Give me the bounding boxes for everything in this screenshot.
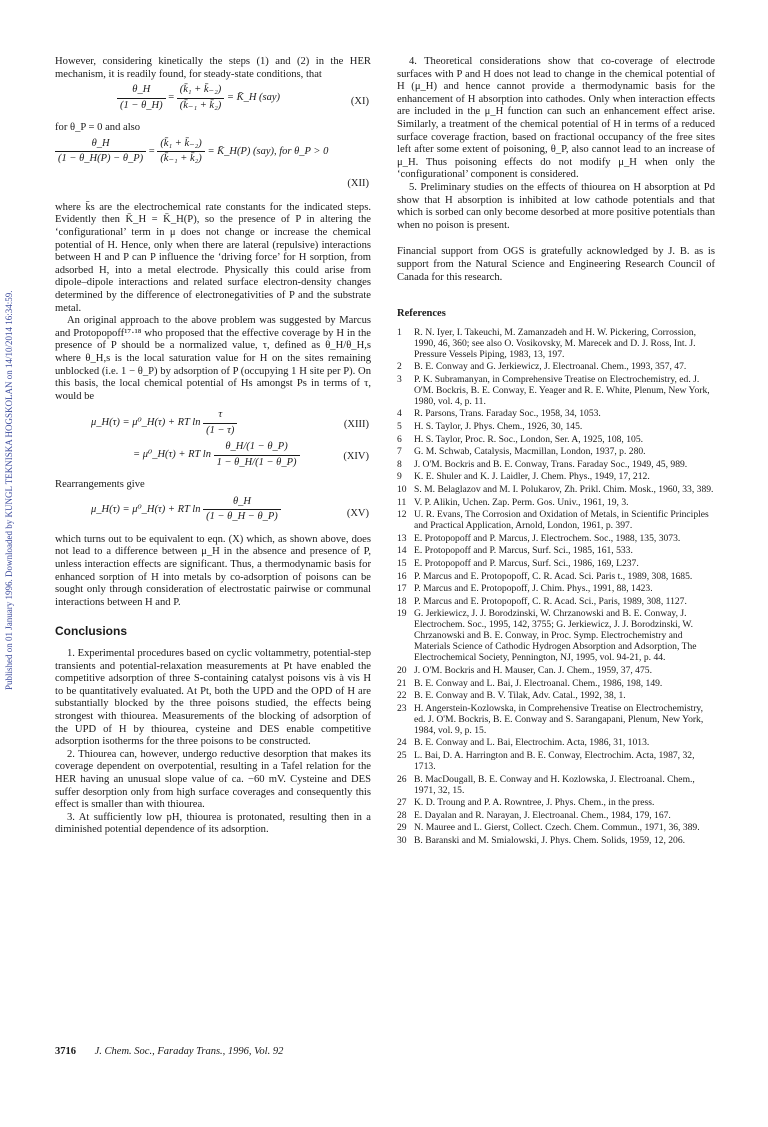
reference-item xyxy=(397,446,715,457)
reference-text: L. Bai, D. A. Harrington and B. E. Conway, Electrochim. Acta, 1987, 32, 1713. xyxy=(414,749,695,772)
reference-text: E. Protopopoff and P. Marcus, Surf. Sci., 1986, 169, L237. xyxy=(414,558,639,569)
reference-number: 12 xyxy=(397,509,407,521)
right-column xyxy=(397,56,715,848)
paragraph: An original approach to the above problem was suggested by Marcus and Protopopoff¹⁷·¹⁸ who proposed that the effective coverage by H in the presence of P should be a normalized value, τ, defined as θ_H/θ_H,s where θ_H,s is the local saturation value for H on the sites remaining unblocked (i.e. 1 − θ_P) by adsorption of P (occupying 1 H site per P). On this basis, the local chemical potential of Hs amongst Ps in terms of τ, would be xyxy=(55,315,371,402)
reference-text: B. Baranski and M. Smialowski, J. Phys. Chem. Solids, 1959, 12, 206. xyxy=(414,834,686,846)
reference-number: 19 xyxy=(397,608,407,620)
reference-item xyxy=(397,459,715,470)
download-watermark: Published on 01 January 1996. Downloaded by KUNGL TEKNISKA HOGSKOLAN on 14/10/2014 16:34:59. xyxy=(4,290,14,690)
reference-text: P. K. Subramanyan, in Comprehensive Treatise on Electrochemistry, ed. J. O'M. Bockris, B. E. Conway, E. Yeager and R. E. White, Plenum, New York, 1980, vol. 4, p. 11. xyxy=(414,373,710,407)
reference-text: P. Marcus and E. Protopopoff, C. R. Acad. Sci., Paris, 1989, 308, 1127. xyxy=(414,595,687,607)
reference-item xyxy=(397,678,715,689)
reference-text: E. Protopopoff and P. Marcus, Surf. Sci., 1985, 161, 533. xyxy=(414,545,633,557)
equation-number: (XIV) xyxy=(343,451,369,463)
reference-text: J. O'M. Bockris and H. Mauser, Can. J. Chem., 1959, 37, 475. xyxy=(414,664,652,676)
reference-text: B. MacDougall, B. E. Conway and H. Kozlowska, J. Electroanal. Chem., 1971, 32, 15. xyxy=(414,773,695,796)
paragraph: Rearrangements give xyxy=(55,479,145,491)
reference-item xyxy=(397,374,715,407)
reference-number: 6 xyxy=(397,433,402,445)
reference-item xyxy=(397,533,715,544)
page-number: 3716 xyxy=(55,1046,76,1057)
equation-xiii: μ_H(τ) = μ⁰_H(τ) + RT ln $\frac{\tau}{(1 - \tau)}$ (XIII) xyxy=(91,409,369,436)
reference-item xyxy=(397,665,715,676)
reference-item xyxy=(397,327,715,360)
reference-number: 29 xyxy=(397,822,407,834)
reference-text: G. M. Schwab, Catalysis, Macmillan, London, 1937, p. 280. xyxy=(414,446,646,458)
paragraph: for θ_P = 0 and also xyxy=(55,122,141,134)
equation-xii: $\frac{\theta\_H}{(1 - \theta\_H(P) - \theta\_P)}$ = $\frac{\text{(k̄₁ + k̄₋₂)}}{\text{(k̄₋₁ + k̄₂)}}$ = K̄_H(P) (say), for θ_P > 0 (XII) xyxy=(55,138,371,196)
paragraph: 1. Experimental procedures based on cyclic voltammetry, potential-step transients and potential-relaxation measurements at Pt have enabled the competitive adsorption of three S-containing catalyst poisons vis à vis H to be quantitatively evaluated. At Pt, both the UPD and the OPD of H are substantially blocked by the three poisons studied, the effects being strongest with thiourea. Measurements of the blocking of adsorption of the UPD of H by thiourea, cysteine and DES enable competitive adsorption isotherms for the three poisons to be constructed. xyxy=(55,648,371,748)
reference-number: 10 xyxy=(397,484,407,496)
reference-item xyxy=(397,497,715,508)
left-column xyxy=(55,56,371,837)
reference-text: K. E. Shuler and K. J. Laidler, J. Chem. Phys., 1949, 17, 212. xyxy=(414,471,650,483)
reference-text: B. E. Conway and G. Jerkiewicz, J. Electroanal. Chem., 1993, 357, 47. xyxy=(414,361,687,373)
reference-item xyxy=(397,835,715,846)
paragraph: 4. Theoretical considerations show that co-coverage of electrode surfaces with P and H does not lead to change in the chemical potential of H (μ_H) and hence cannot provide a thermodynamic basis for the enhancement of H absorption into cathodes. Only when interaction effects are included in the μ_H function can such an enhancement effect arise. Similarly, a treatment of the chemical potential of H in terms of a reduced surface coverage fraction, based on fractional occupancy of the free sites left after some extent of poisoning, θ_P, also cannot lead to an increase of μ_H. Thus poisoning effects do not modify μ_H when only the ‘configurational’ component is considered. xyxy=(397,56,715,181)
reference-number: 30 xyxy=(397,834,407,846)
reference-number: 9 xyxy=(397,471,402,483)
reference-item xyxy=(397,484,715,495)
reference-item xyxy=(397,583,715,594)
reference-number: 25 xyxy=(397,749,407,761)
equation-number: (XV) xyxy=(346,507,369,519)
reference-text: R. N. Iyer, I. Takeuchi, M. Zamanzadeh and H. W. Pickering, Corrossion, 1990, 46, 360; see also O. Vosikovsky, M. Marecek and D. J. Ross, Int. J. Pressure Vessels Piping, 1983, 13, 197. xyxy=(414,326,696,360)
reference-text: E. Dayalan and R. Narayan, J. Electroanal. Chem., 1984, 179, 167. xyxy=(414,809,671,821)
paragraph: However, considering kinetically the steps (1) and (2) in the HER mechanism, it is readily found, for steady-state conditions, that xyxy=(55,56,371,80)
reference-number: 28 xyxy=(397,809,407,821)
reference-number: 11 xyxy=(397,496,407,508)
reference-text: S. M. Belaglazov and M. I. Polukarov, Zh. Prikl. Chim. Mosk., 1960, 33, 389. xyxy=(414,484,714,496)
reference-text: P. Marcus and E. Protopopoff, C. R. Acad. Sci. Paris t., 1989, 308, 1685. xyxy=(414,570,693,582)
reference-item xyxy=(397,737,715,748)
reference-number: 4 xyxy=(397,408,402,420)
reference-number: 27 xyxy=(397,797,407,809)
equation-number: (XII) xyxy=(347,177,369,189)
reference-item xyxy=(397,408,715,419)
reference-text: K. D. Troung and P. A. Rowntree, J. Phys. Chem., in the press. xyxy=(414,797,655,809)
reference-number: 16 xyxy=(397,570,407,582)
equation-number: (XI) xyxy=(350,96,369,108)
reference-item xyxy=(397,545,715,556)
reference-item xyxy=(397,822,715,833)
reference-number: 8 xyxy=(397,458,402,470)
reference-number: 5 xyxy=(397,421,402,433)
reference-text: G. Jerkiewicz, J. J. Borodzinski, W. Chrzanowski and B. E. Conway, J. Electrochem. Soc., 1995, 142, 3755; G. Jerkiewicz, J. J. Borodzinski, W. Chrzanowski and B. E. Conway, in Proc. Symp. Electrochemistry and Materials Science of Cathodic Hydrogen Absorption and Adsorption, The Electrochemical Society, Pennington, NJ, 1995, vol. 94-21, p. 44. xyxy=(414,608,697,664)
reference-number: 7 xyxy=(397,446,402,458)
reference-item xyxy=(397,810,715,821)
reference-text: U. R. Evans, The Corrosion and Oxidation of Metals, in Scientific Principles and Practical Application, Arnold, London, 1961, p. 397. xyxy=(414,509,709,532)
reference-number: 13 xyxy=(397,532,407,544)
reference-text: J. O'M. Bockris and B. E. Conway, Trans. Faraday Soc., 1949, 45, 989. xyxy=(414,458,688,470)
reference-number: 2 xyxy=(397,361,402,373)
reference-number: 21 xyxy=(397,677,407,689)
reference-item xyxy=(397,703,715,736)
reference-number: 18 xyxy=(397,595,407,607)
equation-xi: $\frac{\theta\_H}{(1 - \theta\_H)}$ = $\frac{\text{(k̄₁ + k̄₋₂)}}{\text{(k̄₋₁ + k̄₂)}}$ = K̄_H (say) (XI) xyxy=(55,84,371,122)
reference-number: 17 xyxy=(397,583,407,595)
reference-item xyxy=(397,690,715,701)
journal-citation: J. Chem. Soc., Faraday Trans., 1996, Vol. 92 xyxy=(94,1046,284,1057)
reference-item xyxy=(397,774,715,796)
paragraph: 2. Thiourea can, however, undergo reductive desorption that makes its coverage dependent on overpotential, resulting in a Tafel relation for the HER having an unusual slope value of ca. −60 mV. Cysteine and DES suffer desorption only from high surface coverages and consequently this effect is smaller than with thiourea. xyxy=(55,748,371,811)
reference-text: H. Angerstein-Kozlowska, in Comprehensive Treatise on Electrochemistry, ed. J. O'M. Bockris, B. E. Conway and S. Sarangapani, Plenum, New York, 1984, vol. 9, p. 15. xyxy=(414,702,704,736)
reference-list xyxy=(397,327,715,846)
reference-number: 20 xyxy=(397,664,407,676)
reference-item xyxy=(397,558,715,569)
acknowledgement: Financial support from OGS is gratefully acknowledged by J. B. as is support from the Natural Science and Engineering Research Council of Canada for this research. xyxy=(397,246,715,283)
paragraph: where k̄s are the electrochemical rate constants for the indicated steps. Evidently then K̄_H = K̄_H(P), so the presence of P in altering the ‘configurational’ term in μ does not change or increase the chemical potential of H. Hence, only when there are lateral (repulsive) interactions between H and P can P influence the ‘driving force’ for H sorption, from adsorbed H, into a metal electrode. Physically this could arise from dipole–dipole interactions and related surface electron-density changes determined by the difference of electronegativities of P and the substrate metal. xyxy=(55,201,371,314)
reference-item xyxy=(397,596,715,607)
equation-xiv: = μ⁰_H(τ) + RT ln $\frac{\theta\_H/(1 - \theta\_P)}{1 - \theta\_H/(1 - \theta\_P)}$ (XIV) xyxy=(133,441,369,468)
section-heading: Conclusions xyxy=(55,624,128,639)
page-footer xyxy=(55,1046,283,1057)
reference-number: 23 xyxy=(397,702,407,714)
reference-number: 22 xyxy=(397,690,407,702)
reference-text: V. P. Alikin, Uchen. Zap. Perm. Gos. Univ., 1961, 19, 3. xyxy=(414,496,629,508)
reference-text: H. S. Taylor, Proc. R. Soc., London, Ser. A, 1925, 108, 105. xyxy=(414,433,644,445)
equation-number: (XIII) xyxy=(343,419,369,431)
reference-item xyxy=(397,750,715,772)
reference-text: B. E. Conway and L. Bai, Electrochim. Acta, 1986, 31, 1013. xyxy=(414,737,650,749)
reference-item xyxy=(397,471,715,482)
reference-number: 1 xyxy=(397,326,402,338)
equation-xv: μ_H(τ) = μ⁰_H(τ) + RT ln $\frac{\theta\_H}{(1 - \theta\_H - \theta\_P)}$ (XV) xyxy=(91,495,369,523)
reference-number: 26 xyxy=(397,773,407,785)
reference-number: 15 xyxy=(397,558,407,569)
reference-text: B. E. Conway and L. Bai, J. Electroanal. Chem., 1986, 198, 149. xyxy=(414,677,663,689)
reference-item xyxy=(397,509,715,531)
reference-text: N. Mauree and L. Gierst, Collect. Czech. Chem. Commun., 1971, 36, 389. xyxy=(414,822,700,834)
reference-number: 3 xyxy=(397,373,402,385)
paragraph: 3. At sufficiently low pH, thiourea is protonated, resulting then in a diminished potential dependence of its adsorption. xyxy=(55,811,371,836)
reference-item xyxy=(397,571,715,582)
reference-text: H. S. Taylor, J. Phys. Chem., 1926, 30, 145. xyxy=(414,421,583,433)
reference-item xyxy=(397,608,715,663)
reference-text: E. Protopopoff and P. Marcus, J. Electrochem. Soc., 1988, 135, 3073. xyxy=(414,532,681,544)
paragraph: which turns out to be equivalent to eqn. (X) which, as shown above, does not lead to a difference between μ_H in the absence and presence of P, unless interaction effects are significant. Thus, a thermodynamic basis for enhanced sorption of H into metals by co-adsorption of poisons can be sought only through consideration of electrostatic pairwise or communal interactions between H and P. xyxy=(55,533,371,608)
reference-item xyxy=(397,421,715,432)
reference-item xyxy=(397,797,715,808)
reference-text: P. Marcus and E. Protopopoff, J. Chim. Phys., 1991, 88, 1423. xyxy=(414,583,653,595)
references-heading: References xyxy=(397,308,446,320)
reference-text: B. E. Conway and B. V. Tilak, Adv. Catal., 1992, 38, 1. xyxy=(414,690,626,702)
reference-number: 14 xyxy=(397,545,407,557)
reference-number: 24 xyxy=(397,737,407,749)
reference-item xyxy=(397,434,715,445)
paragraph: 5. Preliminary studies on the effects of thiourea on H absorption at Pd show that H absorption is inhibited at low cathode potentials and that which is sorbed can only become desorbed at more positive potentials than when no poison is present. xyxy=(397,181,715,231)
reference-text: R. Parsons, Trans. Faraday Soc., 1958, 34, 1053. xyxy=(414,408,601,420)
reference-item xyxy=(397,361,715,372)
